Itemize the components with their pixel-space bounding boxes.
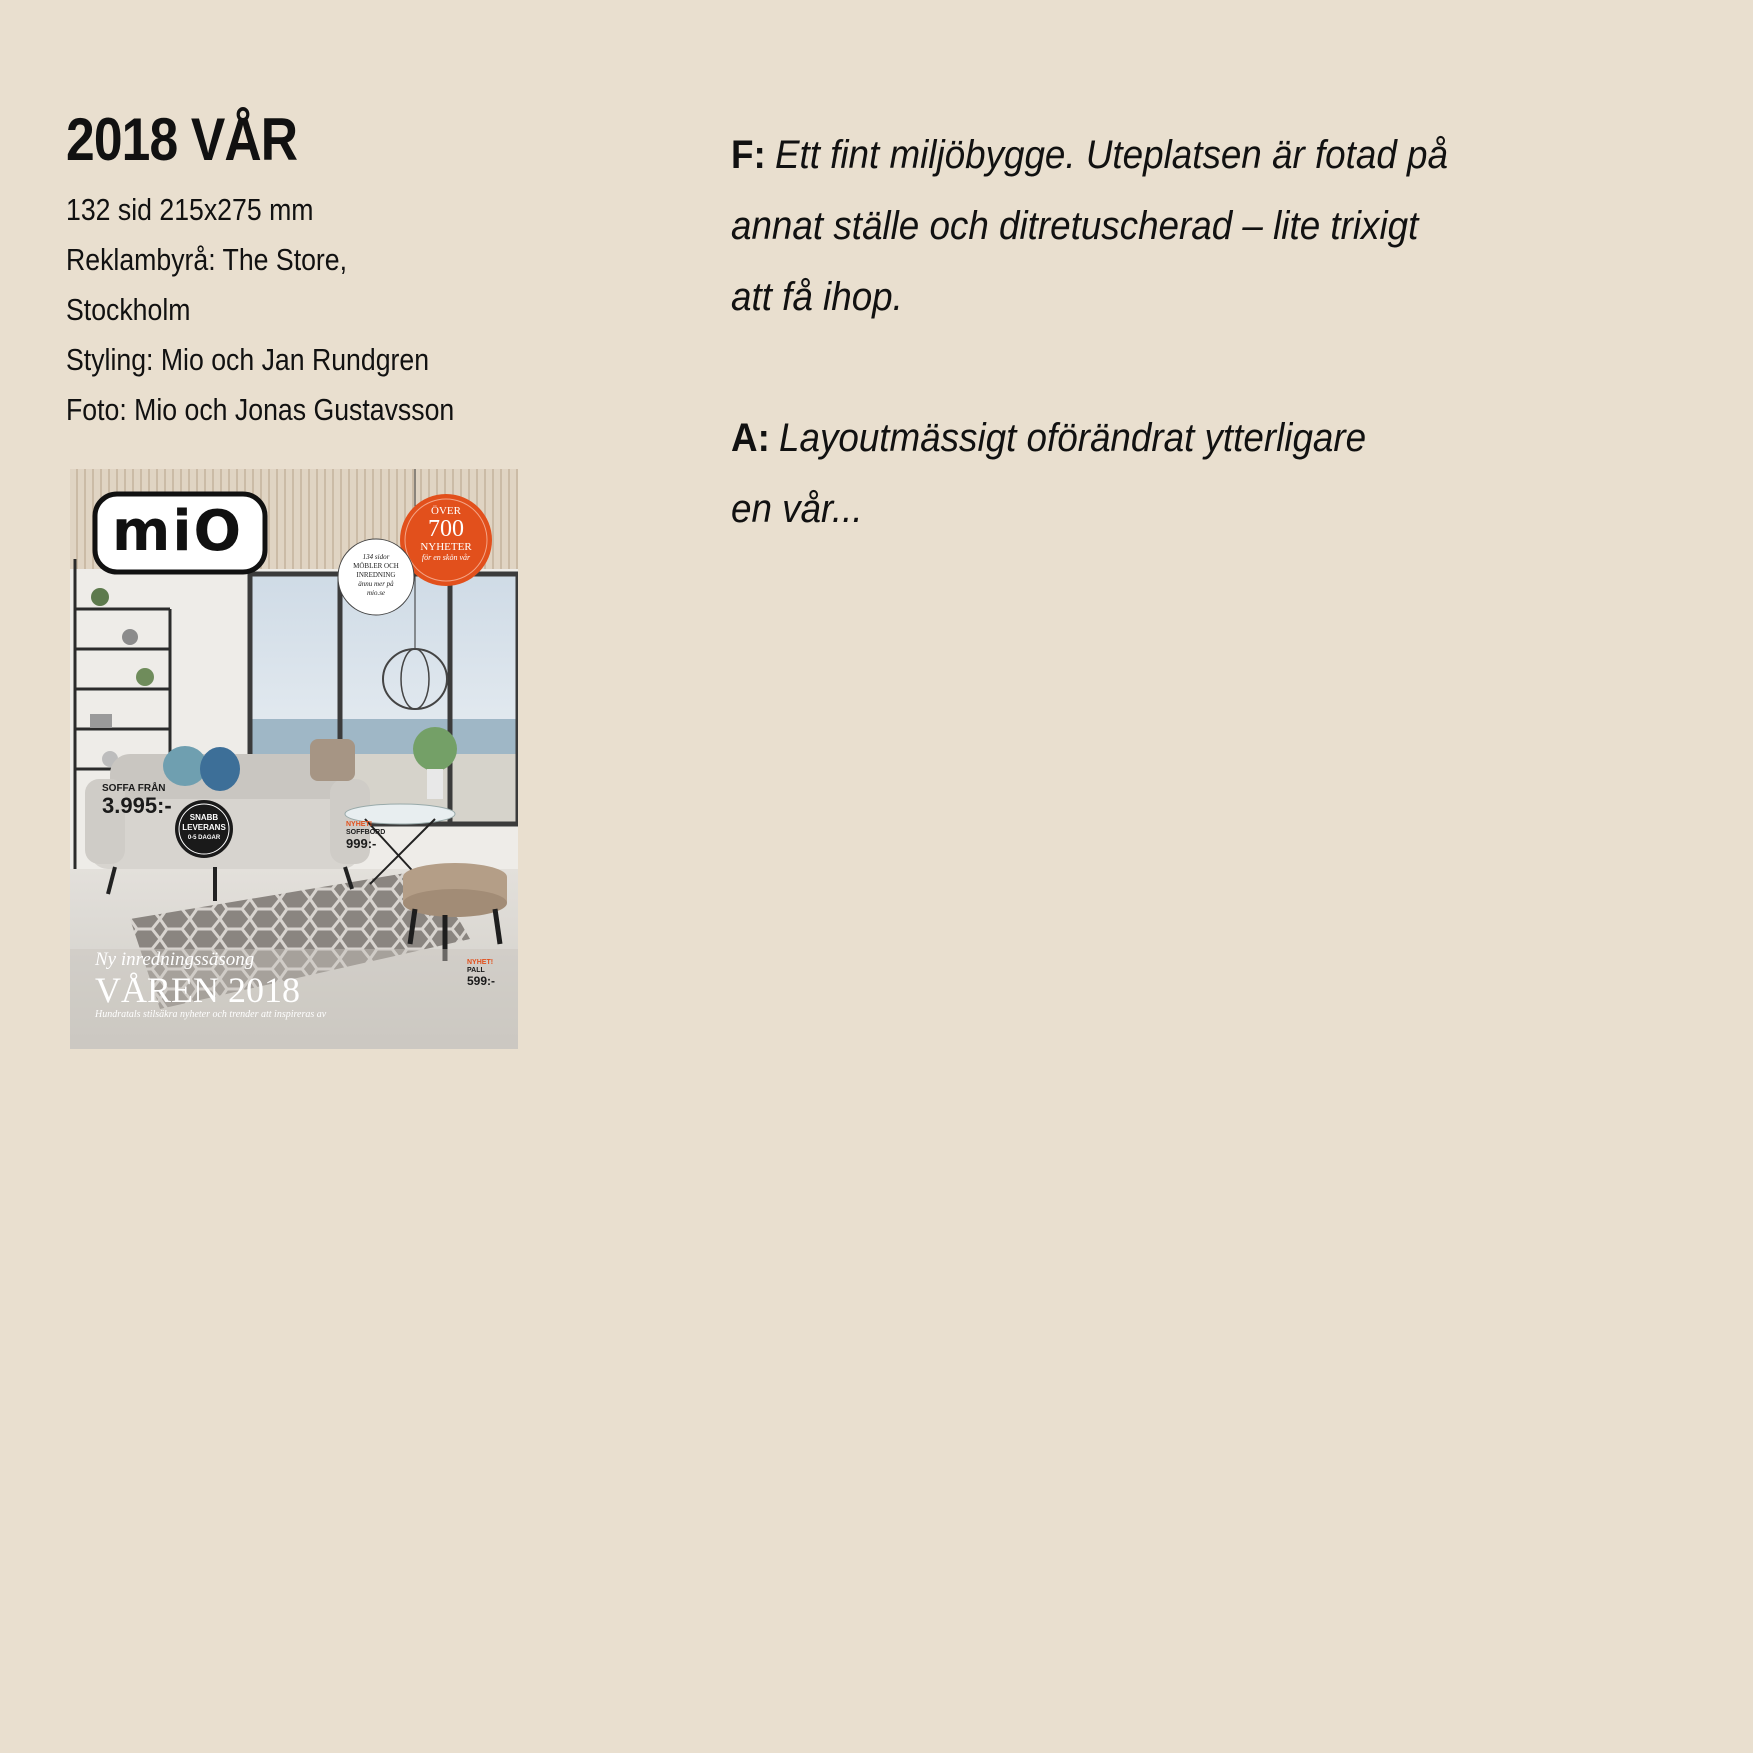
circle-line-1: 134 sidor bbox=[362, 553, 390, 561]
season-heading bbox=[95, 949, 326, 1021]
sofa-price: 3.995:- bbox=[102, 793, 172, 818]
styling-credit: Styling: Mio och Jan Rundgren bbox=[66, 342, 430, 377]
comment-f-line-1: Ett fint miljöbygge. Uteplatsen är fotad på bbox=[774, 133, 1448, 177]
stool-price: 599:- bbox=[467, 974, 496, 988]
stool-price-tag bbox=[467, 959, 495, 988]
season-sub: Ny inredningssäsong bbox=[95, 949, 255, 970]
mio-logo: miO bbox=[112, 499, 244, 564]
comment-f-label: F: bbox=[731, 133, 766, 177]
delivery-line-3: 0-5 DAGAR bbox=[187, 835, 221, 841]
stool-new: NYHET! bbox=[467, 959, 494, 966]
table-new: NYHET! bbox=[346, 821, 373, 828]
table-name: SOFFBORD bbox=[346, 829, 386, 836]
season-tagline: Hundratals stilsäkra nyheter och trender att inspireras av bbox=[95, 1009, 327, 1020]
sofa-label: SOFFA FRÅN bbox=[102, 783, 166, 794]
agency-line-2: Stockholm bbox=[66, 292, 191, 327]
page-title: 2018 VÅR bbox=[66, 106, 298, 173]
catalog-cover-image bbox=[70, 469, 518, 1049]
comment-a-label: A: bbox=[731, 416, 770, 460]
circle-line-2: MÖBLER OCH bbox=[353, 562, 399, 570]
delivery-line-2: LEVERANS bbox=[182, 823, 226, 832]
season-title: VÅREN 2018 bbox=[95, 970, 300, 1010]
circle-line-4: ännu mer på bbox=[358, 580, 394, 588]
pages-size: 132 sid 215x275 mm bbox=[66, 192, 314, 227]
comment-f-line-3: att få ihop. bbox=[731, 275, 903, 319]
delivery-badge bbox=[178, 813, 230, 843]
comment-f-line-2: annat ställe och ditretuscherad – lite trixigt bbox=[731, 204, 1419, 248]
badge-number: 700 bbox=[428, 516, 464, 542]
sofa-price-tag bbox=[102, 783, 172, 817]
comment-a-line-1: Layoutmässigt oförändrat ytterligare bbox=[779, 416, 1367, 460]
catalog-meta bbox=[66, 185, 626, 435]
badge-over: ÖVER bbox=[431, 505, 461, 517]
badge-sub: för en skön vår bbox=[421, 553, 471, 562]
comments bbox=[731, 120, 1691, 615]
comment-a-line-2: en vår... bbox=[731, 487, 863, 531]
comment-a bbox=[731, 403, 1691, 545]
comment-f bbox=[731, 120, 1691, 333]
badge-label: NYHETER bbox=[420, 541, 472, 553]
stool-name: PALL bbox=[467, 967, 485, 974]
table-price-tag bbox=[346, 821, 385, 851]
circle-line-5: mio.se bbox=[366, 589, 386, 597]
pages-circle-badge bbox=[338, 553, 414, 598]
agency-line-1: Reklambyrå: The Store, bbox=[66, 242, 348, 277]
photo-credit: Foto: Mio och Jonas Gustavsson bbox=[66, 392, 455, 427]
circle-line-3: INREDNING bbox=[356, 571, 396, 579]
catalog-info bbox=[66, 105, 626, 435]
delivery-line-1: SNABB bbox=[189, 813, 219, 822]
table-price: 999:- bbox=[346, 836, 377, 851]
